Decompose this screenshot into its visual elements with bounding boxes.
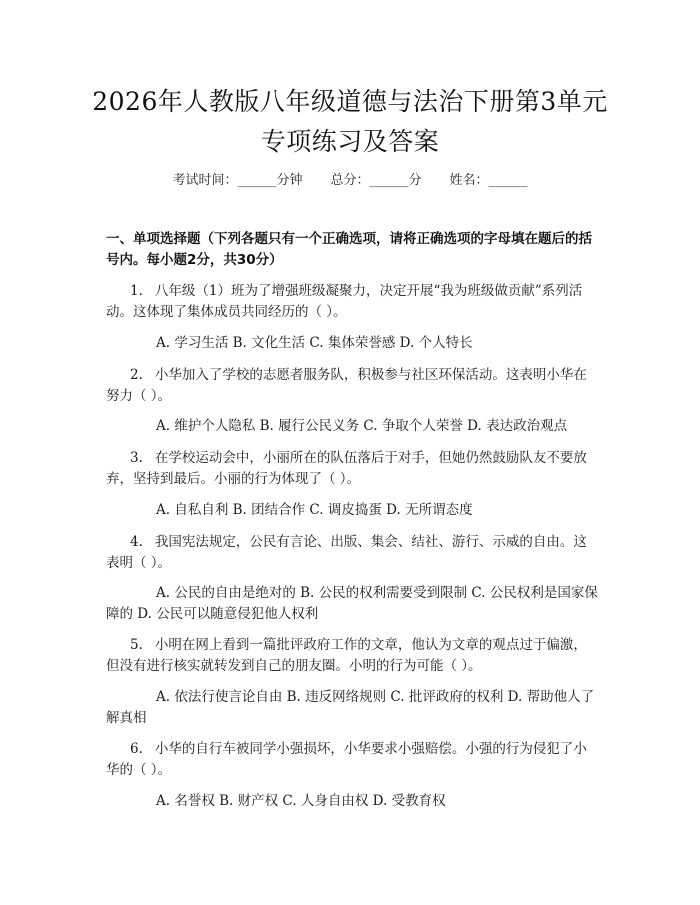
question-number: 2.: [130, 367, 143, 383]
question-number: 3.: [130, 450, 143, 466]
question-4-options: A. 公民的自由是绝对的 B. 公民的权利需要受到限制 C. 公民权利是国家保障的 D. 公民可以随意侵犯他人权利: [106, 585, 598, 622]
question-6-options: A. 名誉权 B. 财产权 C. 人身自由权 D. 受教育权: [156, 793, 446, 809]
question-stem: 在学校运动会中，小丽所在的队伍落后于对手，但她仍然鼓励队友不要放弃，坚持到最后。小丽的行为体现了（ ）。: [106, 450, 587, 487]
question-number: 5.: [130, 637, 143, 653]
exam-info-line: [0, 169, 700, 188]
question-5-options: A. 依法行使言论自由 B. 违反网络规则 C. 批评政府的权利 D. 帮助他人了解真相: [106, 689, 595, 726]
question-1: [106, 281, 598, 323]
question-stem: 八年级（1）班为了增强班级凝聚力，决定开展“我为班级做贡献”系列活动。这体现了集体成员共同经历的（ ）。: [106, 283, 583, 320]
question-number: 6.: [130, 741, 143, 757]
question-5: [106, 635, 598, 677]
question-1-options: A. 学习生活 B. 文化生活 C. 集体荣誉感 D. 个人特长: [156, 335, 473, 351]
question-2-options: A. 维护个人隐私 B. 履行公民义务 C. 争取个人荣誉 D. 表达政治观点: [156, 418, 568, 434]
question-stem: 小华加入了学校的志愿者服务队，积极参与社区环保活动。这表明小华在努力（ ）。: [106, 367, 587, 404]
question-6: [106, 739, 598, 781]
document-title: 2026年人教版八年级道德与法治下册第3单元专项练习及答案: [92, 87, 608, 156]
question-4: [106, 532, 598, 574]
exam-score-field: 总分：______分: [330, 173, 422, 188]
question-number: 1.: [130, 283, 143, 299]
question-3-options: A. 自私自利 B. 团结合作 C. 调皮捣蛋 D. 无所谓态度: [156, 502, 473, 518]
exam-name-field: 姓名：______: [449, 173, 528, 188]
question-2: [106, 365, 598, 407]
question-stem: 我国宪法规定，公民有言论、出版、集会、结社、游行、示威的自由。这表明（ ）。: [106, 534, 587, 571]
question-stem: 小华的自行车被同学小强损坏，小华要求小强赔偿。小强的行为侵犯了小华的（ ）。: [106, 741, 587, 778]
section-heading-single-choice: 一、单项选择题（下列各题只有一个正确选项，请将正确选项的字母填在题后的括号内。每小题2分，共30分）: [106, 231, 592, 268]
question-stem: 小明在网上看到一篇批评政府工作的文章，他认为文章的观点过于偏激，但没有进行核实就转发到自己的朋友圈。小明的行为可能（ ）。: [106, 637, 587, 674]
question-number: 4.: [130, 534, 143, 550]
question-3: [106, 448, 598, 490]
exam-time-field: 考试时间：______分钟: [172, 173, 303, 188]
